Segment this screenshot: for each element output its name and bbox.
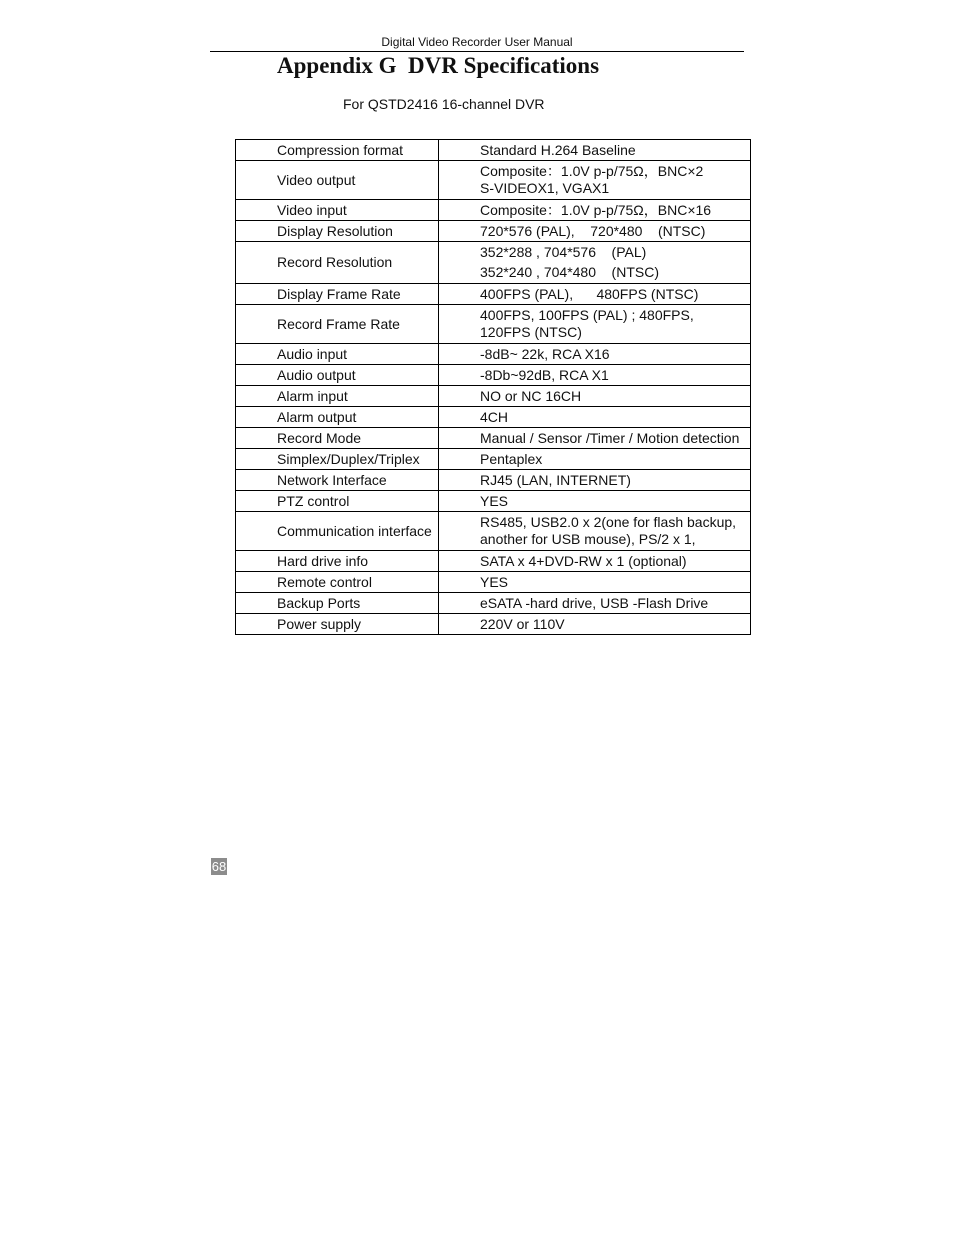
spec-value	[439, 407, 751, 428]
spec-row	[236, 593, 751, 614]
specifications-table	[235, 139, 751, 635]
spec-value	[439, 551, 751, 572]
spec-label: Simplex/Duplex/Triplex	[236, 449, 439, 470]
spec-row	[236, 365, 751, 386]
spec-label: Alarm input	[236, 386, 439, 407]
spec-label: Remote control	[236, 572, 439, 593]
spec-value	[439, 305, 751, 344]
spec-row	[236, 284, 751, 305]
spec-value	[439, 161, 751, 200]
spec-value-line: eSATA -hard drive, USB -Flash Drive	[480, 594, 709, 611]
spec-label: Record Frame Rate	[236, 305, 439, 344]
spec-value	[439, 386, 751, 407]
spec-value-line: 352*288 , 704*576 (PAL)	[480, 244, 647, 260]
spec-label: Hard drive info	[236, 551, 439, 572]
spec-value	[439, 428, 751, 449]
spec-value-line: 120FPS (NTSC)	[480, 324, 582, 340]
spec-row	[236, 242, 751, 284]
spec-label: Audio output	[236, 365, 439, 386]
spec-row	[236, 386, 751, 407]
spec-row	[236, 161, 751, 200]
spec-value-line: Composite：1.0V p-p/75Ω，BNC×2	[480, 163, 704, 179]
spec-value	[439, 572, 751, 593]
spec-row	[236, 551, 751, 572]
spec-value-line: YES	[480, 492, 509, 509]
spec-value-line: -8Db~92dB, RCA X1	[480, 366, 609, 383]
spec-row	[236, 140, 751, 161]
spec-value-line: RS485, USB2.0 x 2(one for flash backup,	[480, 514, 737, 530]
spec-value	[439, 512, 751, 551]
spec-row	[236, 305, 751, 344]
spec-value-line: YES	[480, 573, 509, 590]
page-subtitle: For QSTD2416 16-channel DVR	[343, 96, 545, 112]
spec-value	[439, 491, 751, 512]
spec-row	[236, 200, 751, 221]
spec-label: Display Resolution	[236, 221, 439, 242]
spec-value	[439, 449, 751, 470]
spec-label: PTZ control	[236, 491, 439, 512]
spec-value	[439, 593, 751, 614]
spec-value-line: 220V or 110V	[480, 615, 565, 632]
spec-value-line: -8dB~ 22k, RCA X16	[480, 345, 610, 362]
spec-row	[236, 614, 751, 635]
running-header: Digital Video Recorder User Manual	[381, 35, 573, 49]
header-rule	[210, 51, 744, 52]
spec-value-line: 400FPS (PAL), 480FPS (NTSC)	[480, 285, 699, 302]
spec-value-line: RJ45 (LAN, INTERNET)	[480, 471, 631, 488]
spec-value-line: S-VIDEOX1, VGAX1	[480, 180, 610, 196]
spec-value	[439, 365, 751, 386]
spec-label: Video input	[236, 200, 439, 221]
spec-value-line: 4CH	[480, 408, 509, 425]
spec-value	[439, 614, 751, 635]
spec-value-line: another for USB mouse), PS/2 x 1,	[480, 531, 696, 547]
spec-label: Alarm output	[236, 407, 439, 428]
page-title: Appendix G DVR Specifications	[277, 53, 600, 78]
spec-value-line: 400FPS, 100FPS (PAL) ; 480FPS,	[480, 307, 694, 323]
spec-label: Backup Ports	[236, 593, 439, 614]
spec-label: Communication interface	[236, 512, 439, 551]
spec-row	[236, 449, 751, 470]
spec-value	[439, 470, 751, 491]
spec-value	[439, 242, 751, 284]
specifications-table-body	[236, 140, 751, 635]
spec-label: Record Resolution	[236, 242, 439, 284]
spec-value-line: Pentaplex	[480, 450, 543, 467]
spec-row	[236, 470, 751, 491]
spec-label: Network Interface	[236, 470, 439, 491]
spec-value-line: Manual / Sensor /Timer / Motion detection	[480, 429, 740, 446]
spec-row	[236, 428, 751, 449]
spec-value	[439, 284, 751, 305]
spec-row	[236, 344, 751, 365]
spec-value-line: Standard H.264 Baseline	[480, 141, 636, 158]
spec-value-line: 720*576 (PAL), 720*480 (NTSC)	[480, 222, 706, 239]
spec-row	[236, 221, 751, 242]
spec-label: Audio input	[236, 344, 439, 365]
spec-label: Video output	[236, 161, 439, 200]
spec-row	[236, 512, 751, 551]
spec-label: Power supply	[236, 614, 439, 635]
spec-label: Record Mode	[236, 428, 439, 449]
spec-row	[236, 491, 751, 512]
spec-value-line: 352*240 , 704*480 (NTSC)	[480, 264, 659, 280]
spec-value-line: NO or NC 16CH	[480, 387, 582, 404]
spec-label: Compression format	[236, 140, 439, 161]
spec-row	[236, 407, 751, 428]
spec-value	[439, 344, 751, 365]
page-number: 68	[211, 859, 227, 874]
spec-value	[439, 200, 751, 221]
spec-value-line: SATA x 4+DVD-RW x 1 (optional)	[480, 552, 687, 569]
spec-value	[439, 221, 751, 242]
spec-value	[439, 140, 751, 161]
spec-value-line: Composite：1.0V p-p/75Ω，BNC×16	[480, 201, 712, 218]
spec-row	[236, 572, 751, 593]
spec-label: Display Frame Rate	[236, 284, 439, 305]
